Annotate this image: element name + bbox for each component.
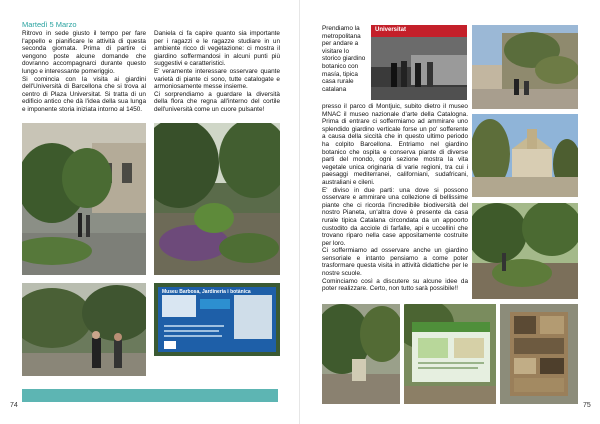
right-text-narrow: Prendiamo la metropolitana per andare a visitare lo storico giardino botanico con masía, tipica casa rurale catalana [322,25,366,93]
page-number-left: 74 [10,402,18,409]
vertical-garden-photo [472,25,578,109]
garden-path-photo [322,304,400,404]
paragraph: presso il parco di Montjuic, subito dietro il museo MNAC il museo nazionale d'arte della Catalogna. Prima di entrare ci soffermiamo ad ammirare uno splendido giardino verticale forse un po' sofferente a causa della siccità che in questo ultimo periodo ha colpito Barcellona. Entriamo nel giardino botanico che ospita e conserva piante di diverse parti del mondo, ogni sezione mostra la vita vegetale unica originaria di varie regioni, tra cui i paesaggi mediterranei, californiani, sudafricani, australiani e cileni. [322,103,468,186]
paragraph: Ci sorprendiamo a guardare la diversità della flora che regna all'interno del cortile dell'università come un cuore pulsante! [154,90,280,113]
insect-hotel-photo [500,304,578,404]
biodiversity-panel-photo [404,304,496,404]
museum-mnac-photo [472,114,578,197]
paragraph: Cominciamo così a discutere su alcune idee da poter realizzare. Certo, non tutto sarà possibile!! [322,277,468,293]
date-heading: Martedì 5 Marzo [22,20,77,29]
sign-title: Museu Barbosa, Jardineria i botànica [162,289,251,295]
info-sign-photo [154,283,280,356]
page-number-right: 75 [583,402,591,409]
right-page [300,0,600,424]
left-text-column-1 [22,30,146,114]
courtyard-photo-2 [154,123,280,275]
paragraph: Si comincia con la visita ai giardini dell'Università di Barcellona che si trova al centro di Plaza Universitat. Si tratta di un edificio antico che dà l'idea della sua lunga e imponente storia iniziata intorno al 1450. [22,75,146,113]
garden-group-photo [22,283,146,376]
paragraph: Ci soffermiamo ad osservare anche un giardino sensoriale e intanto pensiamo a come poter trasformare questa visita in attività didattiche per le nostre scuole. [322,247,468,278]
paragraph: Daniela ci fa capire quanto sia importante per i ragazzi e le ragazze studiare in un ambiente ricco di vegetazione: ci mostra il giardino soffermandosi in alcuni punti più suggestivi e caratteristici. [154,30,280,68]
paragraph: E' diviso in due parti: una dove si possono osservare e ammirare una collezione di bellissime piante che ci ricorda l'incredibile biodiversità del nostro Pianeta, un'altra dove è presente da casa rurale tipica Catalana circondata da un appoorto custodito da acciole di farfalle, api e uccellini che trovano riparo nella case appositamente costruite per loro. [322,186,468,247]
courtyard-photo-1 [22,123,146,275]
paragraph: E' veramente interessare osservare quante varietà di piante ci sono, tutte catalogate e armoniosamente messe insieme. [154,67,280,91]
botanical-garden-photo [472,203,578,299]
metro-station-photo [371,25,467,100]
accent-bar [22,389,278,402]
left-text-column-2 [154,30,280,114]
metro-sign: Universitat [375,27,407,33]
paragraph: Ritrovo in sede giusto il tempo per fare l'appello e pianificare le attività di questa seconda giornata. Prima di partire ci vengono poste alcune domande che dovranno accompagnarci durante questo lungo e interessante pomeriggio. [22,30,146,75]
right-text-column [322,103,468,293]
